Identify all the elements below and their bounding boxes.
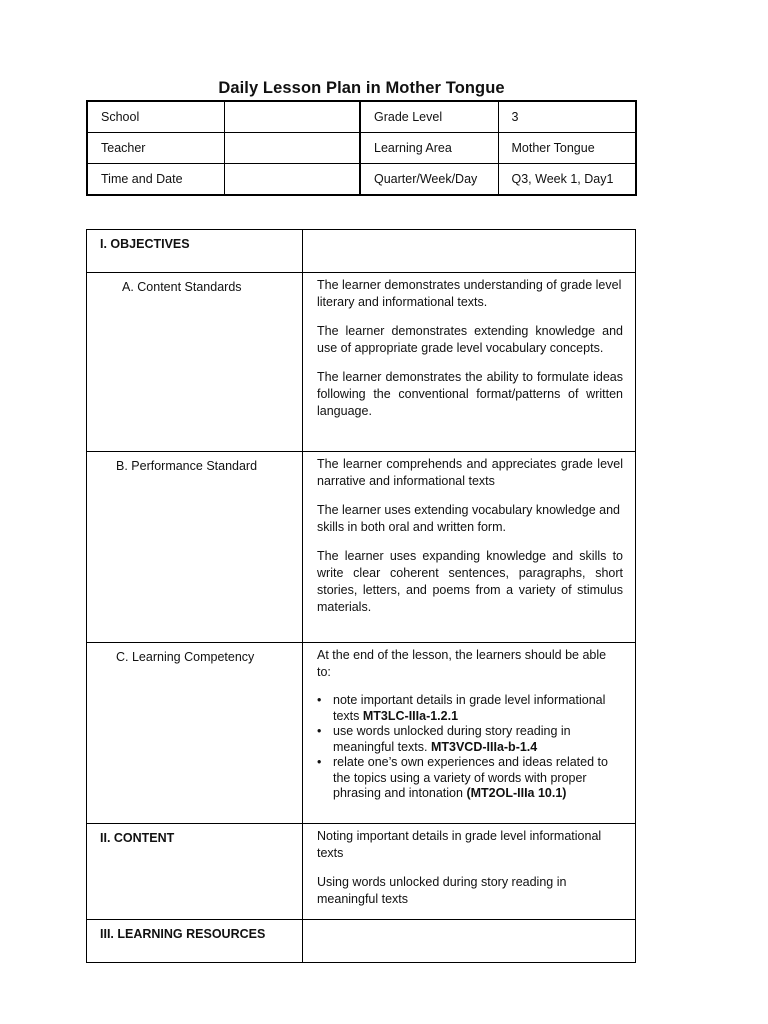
learning-competency-list: [317, 693, 623, 802]
performance-standard-text: The learner comprehends and appreciates grade level narrative and informational texts: [317, 457, 623, 488]
competency-code: MT3VCD-IIIa-b-1.4: [430, 739, 538, 754]
bullet-icon: •: [317, 755, 322, 769]
list-item: [317, 693, 623, 724]
learning-competency-label: C. Learning Competency: [87, 643, 303, 824]
time-date-value: [224, 164, 360, 196]
performance-standard-row: [87, 452, 636, 643]
content-text: Using words unlocked during story reading in meaningful texts: [317, 875, 567, 906]
quarter-week-day-label: Quarter/Week/Day: [360, 164, 498, 196]
time-date-label: Time and Date: [87, 164, 224, 196]
learning-competency-intro: At the end of the lesson, the learners should be able to:: [317, 648, 607, 679]
objectives-empty-cell: [303, 230, 636, 273]
grade-level-label: Grade Level: [360, 101, 498, 133]
learning-area-value: Mother Tongue: [498, 133, 636, 164]
content-standard-text: The learner demonstrates the ability to formulate ideas following the conventional format/patterns of written language.: [317, 370, 623, 418]
learning-area-label: Learning Area: [360, 133, 498, 164]
learning-resources-empty-cell: [303, 920, 636, 963]
grade-level-value: 3: [498, 101, 636, 133]
info-table: [86, 100, 637, 196]
content-standards-row: [87, 273, 636, 452]
content-cell: [303, 824, 636, 920]
school-label: School: [87, 101, 224, 133]
performance-standard-text: The learner uses extending vocabulary knowledge and skills in both oral and written form.: [317, 503, 620, 534]
competency-text: note important details in grade level informational texts: [333, 693, 606, 723]
bullet-icon: •: [317, 693, 322, 707]
content-standard-text: The learner demonstrates understanding of grade level literary and informational texts.: [317, 278, 622, 309]
objectives-row: [87, 230, 636, 273]
list-item: [317, 755, 623, 802]
content-standard-text: The learner demonstrates extending knowledge and use of appropriate grade level vocabulary concepts.: [317, 324, 623, 355]
performance-standard-label: B. Performance Standard: [87, 452, 303, 643]
info-row-time: [87, 164, 636, 196]
lesson-plan-table: [86, 229, 636, 963]
competency-code: (MT2OL-IIIa 10.1): [466, 786, 567, 800]
content-standards-label: A. Content Standards: [87, 273, 303, 452]
performance-standard-cell: [303, 452, 636, 643]
content-row: [87, 824, 636, 920]
list-item: [317, 724, 623, 755]
info-row-teacher: [87, 133, 636, 164]
learning-resources-heading: III. LEARNING RESOURCES: [87, 920, 303, 963]
content-heading: II. CONTENT: [87, 824, 303, 920]
objectives-heading: I. OBJECTIVES: [87, 230, 303, 273]
document-title: Daily Lesson Plan in Mother Tongue: [218, 79, 505, 97]
info-row-school: [87, 101, 636, 133]
bullet-icon: •: [317, 724, 322, 738]
learning-resources-row: [87, 920, 636, 963]
learning-competency-cell: [303, 643, 636, 824]
content-text: Noting important details in grade level informational texts: [317, 829, 602, 860]
competency-text: relate one’s own experiences and ideas related to the topics using a variety of words with proper phrasing and intonation: [333, 755, 608, 800]
learning-competency-row: [87, 643, 636, 824]
content-standards-cell: [303, 273, 636, 452]
teacher-value: [224, 133, 360, 164]
competency-code: MT3LC-IIIa-1.2.1: [362, 708, 459, 723]
school-value: [224, 101, 360, 133]
performance-standard-text: The learner uses expanding knowledge and skills to write clear coherent sentences, paragraphs, short stories, letters, and poems from a variety of stimulus materials.: [317, 549, 623, 614]
competency-text: use words unlocked during story reading in meaningful texts.: [333, 724, 571, 754]
teacher-label: Teacher: [87, 133, 224, 164]
quarter-week-day-value: Q3, Week 1, Day1: [498, 164, 636, 196]
